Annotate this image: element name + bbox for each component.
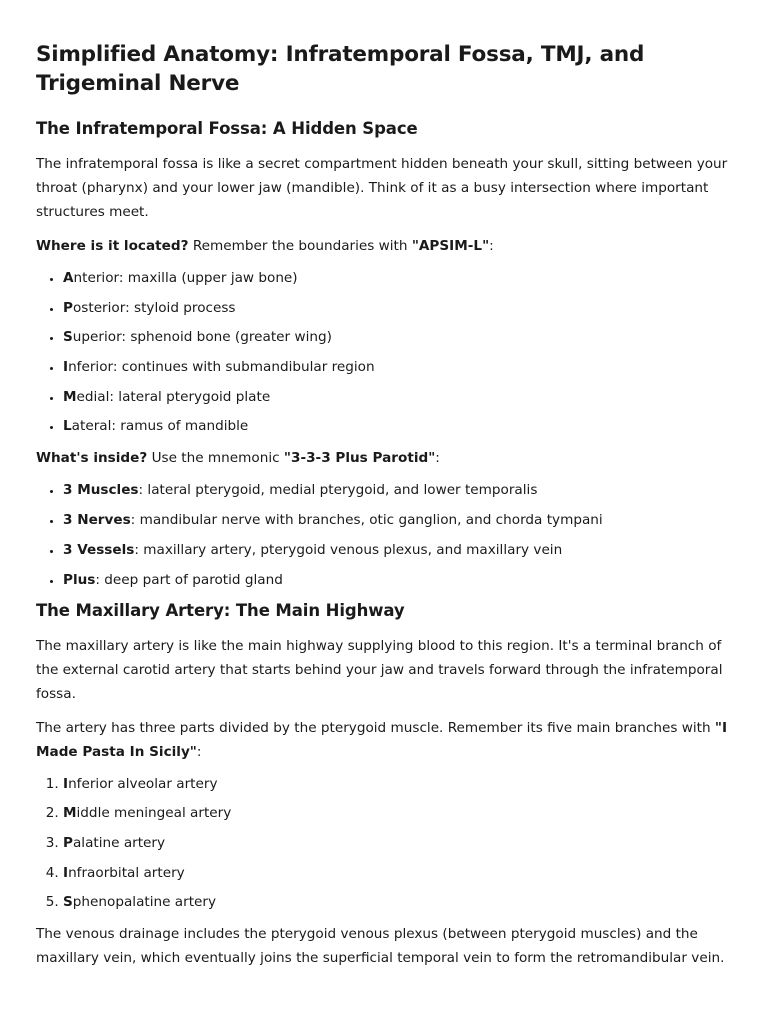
list-item-text: iddle meningeal artery [76, 805, 232, 822]
list-item [63, 803, 732, 823]
location-colon: : [489, 238, 494, 254]
mnemonic-letter: A [63, 270, 74, 286]
list-item [63, 774, 732, 794]
list-item [63, 357, 732, 377]
contents-list [36, 480, 732, 589]
location-text: Remember the boundaries with [188, 238, 412, 254]
mnemonic-letter: M [63, 805, 77, 822]
list-item-text: uperior: sphenoid bone (greater wing) [72, 329, 332, 346]
contents-question: What's inside? [36, 450, 148, 467]
mnemonic-letter: M [63, 388, 77, 405]
section-heading-infratemporal-fossa: The Infratemporal Fossa: A Hidden Space [36, 119, 418, 138]
list-item-text: nfraorbital artery [68, 864, 185, 881]
list-item [63, 480, 732, 500]
list-item [63, 327, 732, 347]
list-item [63, 387, 732, 407]
list-item [63, 833, 732, 853]
list-item-text: : mandibular nerve with branches, otic ganglion, and chorda tympani [130, 512, 603, 529]
mnemonic-letter: S [63, 329, 73, 346]
mnemonic-letter: S [63, 894, 73, 911]
list-item [63, 892, 732, 912]
list-item-label: 3 Vessels [63, 541, 135, 558]
list-item [63, 268, 732, 288]
venous-drainage-paragraph: The venous drainage includes the pterygoid venous plexus (between pterygoid muscles) and the maxillary vein, which eventually joins the superficial temporal vein to form the retromandibular vein. [36, 926, 725, 967]
branches-list [36, 774, 732, 913]
boundaries-list [36, 268, 732, 436]
list-item [63, 863, 732, 883]
list-item-text: : lateral pterygoid, medial pterygoid, and lower temporalis [138, 482, 538, 499]
mnemonic-letter: P [63, 834, 73, 851]
mnemonic-letter: P [63, 299, 73, 316]
location-paragraph [36, 234, 732, 258]
mnemonic-letter: I [63, 775, 69, 792]
location-question: Where is it located? [36, 238, 189, 254]
contents-mnemonic: "3-3-3 Plus Parotid" [283, 450, 436, 467]
branches-mnemonic: "I Made Pasta In Sicily" [36, 719, 728, 760]
list-item-text: phenopalatine artery [72, 894, 217, 911]
contents-colon: : [435, 450, 440, 467]
page-title: Simplified Anatomy: Infratemporal Fossa, TMJ, and Trigeminal Nerve [36, 42, 645, 96]
list-item [63, 570, 732, 590]
maxillary-paragraph-2 [36, 716, 732, 764]
location-mnemonic: "APSIM-L" [411, 238, 490, 254]
list-item-text: edial: lateral pterygoid plate [76, 388, 271, 405]
maxillary-colon: : [196, 743, 202, 760]
list-item-text: ateral: ramus of mandible [71, 418, 249, 435]
list-item-text: osterior: styloid process [72, 299, 236, 316]
list-item [63, 540, 732, 560]
mnemonic-letter: L [63, 418, 72, 435]
list-item-label: 3 Nerves [63, 512, 131, 529]
list-item [63, 416, 732, 436]
list-item-text: : deep part of parotid gland [95, 571, 283, 588]
list-item-text: nferior alveolar artery [68, 775, 218, 792]
list-item-text: alatine artery [72, 834, 166, 851]
contents-paragraph [36, 446, 732, 470]
section-heading-maxillary-artery: The Maxillary Artery: The Main Highway [36, 600, 405, 620]
maxillary-paragraph-1: The maxillary artery is like the main highway supplying blood to this region. It's a terminal branch of the external carotid artery that starts behind your jaw and travels forward through the infratemporal fossa. [36, 637, 723, 702]
list-item-label: Plus [63, 571, 96, 588]
list-item [63, 510, 732, 530]
list-item-text: : maxillary artery, pterygoid venous plexus, and maxillary vein [134, 541, 563, 558]
intro-paragraph: The infratemporal fossa is like a secret compartment hidden beneath your skull, sitting between your throat (pharynx) and your lower jaw (mandible). Think of it as a busy intersection where important structures meet. [36, 156, 728, 220]
contents-text: Use the mnemonic [147, 450, 284, 467]
list-item [63, 298, 732, 318]
mnemonic-letter: I [63, 864, 69, 881]
list-item-text: nterior: maxilla (upper jaw bone) [73, 270, 298, 286]
maxillary-text: The artery has three parts divided by the pterygoid muscle. Remember its five main branches with [36, 719, 715, 736]
mnemonic-letter: I [63, 359, 69, 376]
list-item-label: 3 Muscles [63, 482, 139, 499]
list-item-text: nferior: continues with submandibular region [68, 359, 375, 376]
